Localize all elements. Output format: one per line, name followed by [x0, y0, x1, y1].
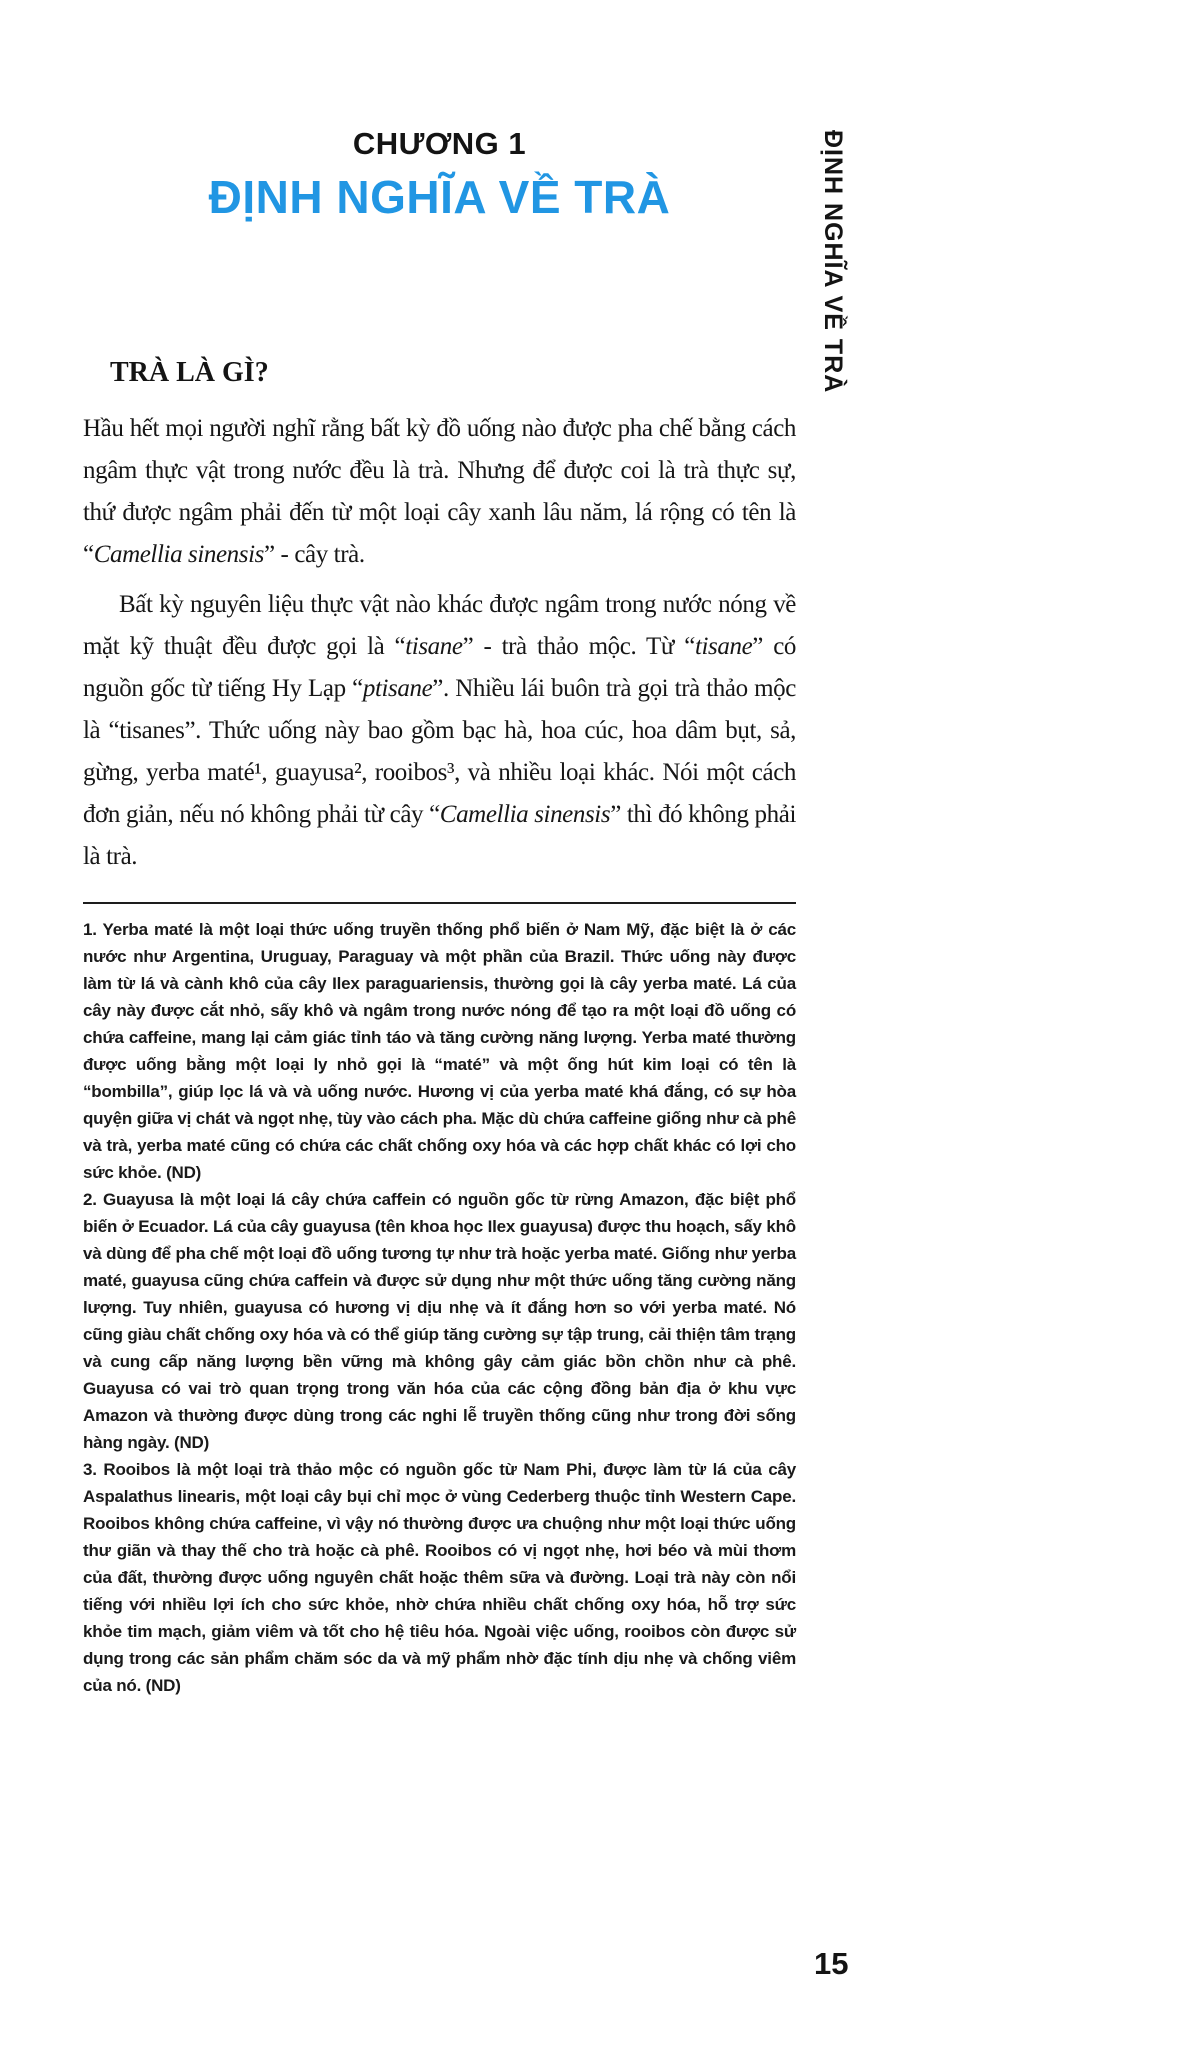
sidebar-vertical-title: ĐỊNH NGHĨA VỀ TRÀ	[819, 130, 847, 394]
page-number: 15	[814, 1946, 849, 1981]
body-paragraphs	[83, 408, 796, 878]
paragraph: Bất kỳ nguyên liệu thực vật nào khác được ngâm trong nước nóng về mặt kỹ thuật đều được gọi là “tisane” - trà thảo mộc. Từ “tisane” có nguồn gốc từ tiếng Hy Lạp “ptisane”. Nhiều lái buôn trà gọi trà thảo mộc là “tisanes”. Thức uống này bao gồm bạc hà, hoa cúc, hoa dâm bụt, sả, gừng, yerba maté¹, guayusa², rooibos³, và nhiều loại khác. Nói một cách đơn giản, nếu nó không phải từ cây “Camellia sinensis” thì đó không phải là trà.	[83, 591, 796, 870]
chapter-label: CHƯƠNG 1	[352, 126, 527, 161]
chapter-title: ĐỊNH NGHĨA VỀ TRÀ	[208, 171, 671, 223]
section-heading: TRÀ LÀ GÌ?	[110, 357, 269, 388]
content-column	[83, 126, 796, 1699]
footnote: 3. Rooibos là một loại trà thảo mộc có nguồn gốc từ Nam Phi, được làm từ lá của cây Aspalathus linearis, một loại cây bụi chỉ mọc ở vùng Cederberg thuộc tỉnh Western Cape. Rooibos không chứa caffeine, vì vậy nó thường được ưa chuộng như một loại thức uống thư giãn và thay thế cho trà hoặc cà phê. Rooibos có vị ngọt nhẹ, hơi béo và mùi thơm của đất, thường được uống nguyên chất hoặc thêm sữa và đường. Loại trà này còn nổi tiếng với nhiều lợi ích cho sức khỏe, nhờ chứa nhiều chất chống oxy hóa, hỗ trợ sức khỏe tim mạch, giảm viêm và tốt cho hệ tiêu hóa. Ngoài việc uống, rooibos còn được sử dụng trong các sản phẩm chăm sóc da và mỹ phẩm nhờ đặc tính dịu nhẹ và chống viêm của nó. (ND)	[83, 1460, 796, 1695]
footnote-separator	[83, 902, 796, 904]
footnote: 1. Yerba maté là một loại thức uống truyền thống phổ biến ở Nam Mỹ, đặc biệt là ở các nước như Argentina, Uruguay, Paraguay và một phần của Brazil. Thức uống này được làm từ lá và cành khô của cây Ilex paraguariensis, thường gọi là cây yerba maté. Lá của cây này được cắt nhỏ, sấy khô và ngâm trong nước nóng để tạo ra một loại đồ uống có chứa caffeine, mang lại cảm giác tỉnh táo và tăng cường năng lượng. Yerba maté thường được uống bằng một loại ly nhỏ gọi là “maté” và một ống hút kim loại có tên là “bombilla”, giúp lọc lá và và uống nước. Hương vị của yerba maté khá đắng, có sự hòa quyện giữa vị chát và ngọt nhẹ, tùy vào cách pha. Mặc dù chứa caffeine giống như cà phê và trà, yerba maté cũng có chứa các chất chống oxy hóa và các hợp chất khác có lợi cho sức khỏe. (ND)	[83, 920, 796, 1182]
footnotes-block	[83, 916, 796, 1699]
paragraph: Hầu hết mọi người nghĩ rằng bất kỳ đồ uống nào được pha chế bằng cách ngâm thực vật trong nước đều là trà. Nhưng để được coi là trà thực sự, thứ được ngâm phải đến từ một loại cây xanh lâu năm, lá rộng có tên là “Camellia sinensis” - cây trà.	[83, 415, 796, 568]
footnote: 2. Guayusa là một loại lá cây chứa caffein có nguồn gốc từ rừng Amazon, đặc biệt phổ biến ở Ecuador. Lá của cây guayusa (tên khoa học Ilex guayusa) được thu hoạch, sấy khô và dùng để pha chế một loại đồ uống tương tự như trà hoặc yerba maté. Giống như yerba maté, guayusa cũng chứa caffein và được sử dụng như một thức uống tăng cường năng lượng. Tuy nhiên, guayusa có hương vị dịu nhẹ và ít đắng hơn so với yerba maté. Nó cũng giàu chất chống oxy hóa và có thể giúp tăng cường sự tập trung, cải thiện tâm trạng và cung cấp năng lượng bền vững mà không gây cảm giác bồn chồn như cà phê. Guayusa có vai trò quan trọng trong văn hóa của các cộng đồng bản địa ở khu vực Amazon và thường được dùng trong các nghi lễ truyền thống cũng như trong đời sống hàng ngày. (ND)	[83, 1190, 796, 1452]
